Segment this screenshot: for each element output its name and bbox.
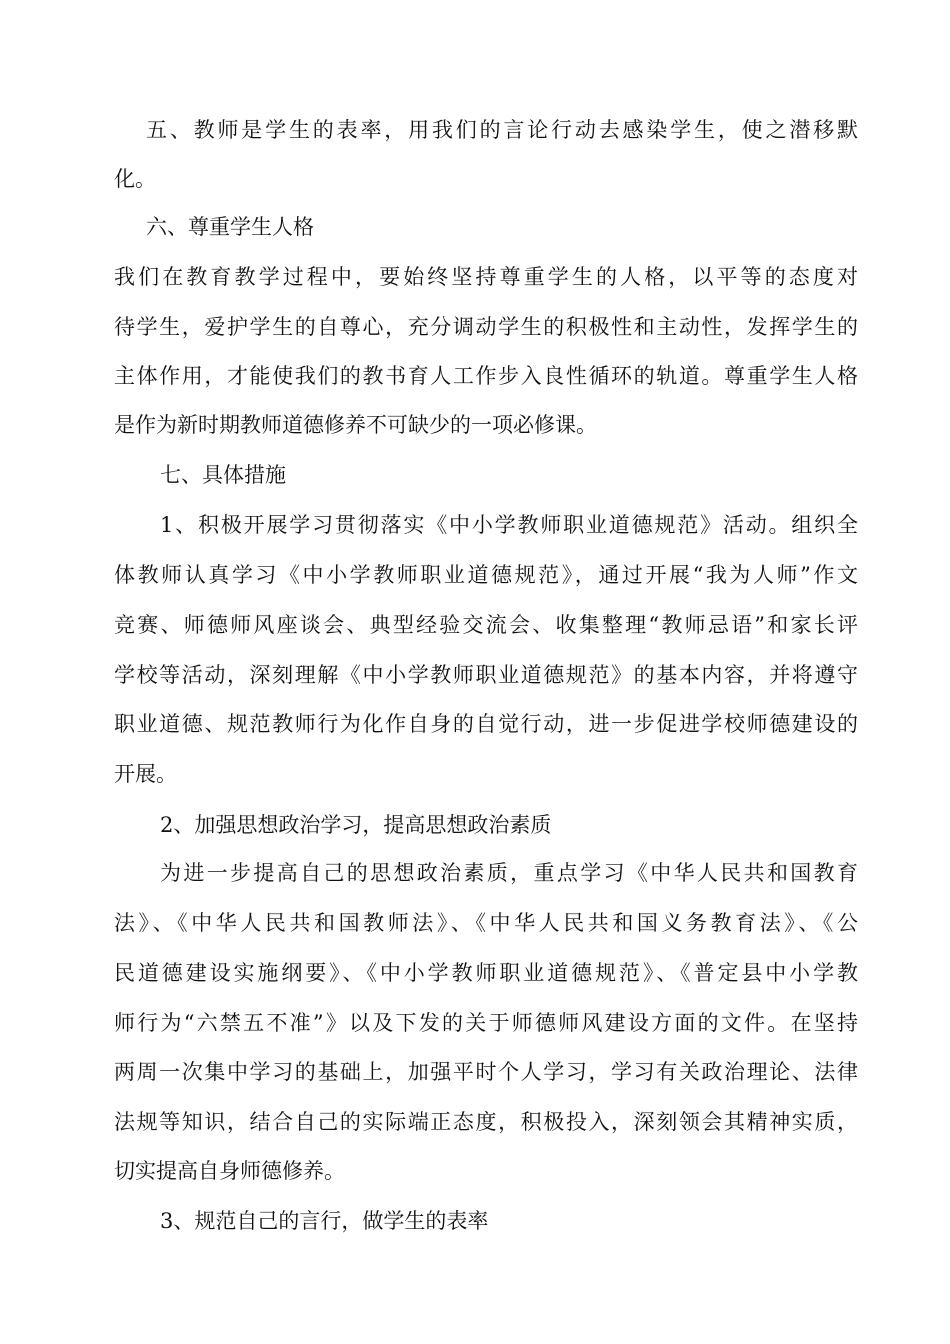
paragraph-5-line-2: 化。 <box>114 167 156 191</box>
measure-2-line-6: 法规等知识，结合自己的实际端正态度，积极投入，深刻领会其精神实质， <box>114 1110 858 1134</box>
measure-1-line-4: 学校等活动，深刻理解《中小学教师职业道德规范》的基本内容，并将遵守 <box>114 663 858 687</box>
measure-2-line-2: 法》、《中华人民共和国教师法》、《中华人民共和国义务教育法》、《公 <box>114 911 858 935</box>
paragraph-6-line-1: 我们在教育教学过程中，要始终坚持尊重学生的人格，以平等的态度对 <box>114 265 858 289</box>
section-heading-7: 七、具体措施 <box>160 463 286 487</box>
measure-1-line-5: 职业道德、规范教师行为化作自身的自觉行动，进一步促进学校师德建设的 <box>114 712 858 736</box>
measure-2-line-1: 为进一步提高自己的思想政治素质，重点学习《中华人民共和国教育 <box>160 861 858 885</box>
measure-1-line-1: 1、积极开展学习贯彻落实《中小学教师职业道德规范》活动。组织全 <box>160 513 858 537</box>
measure-1-line-3: 竞赛、师德师风座谈会、典型经验交流会、收集整理“教师忌语”和家长评 <box>114 613 858 637</box>
measure-2-line-3: 民道德建设实施纲要》、《中小学教师职业道德规范》、《普定县中小学教 <box>114 961 858 985</box>
measure-3-title: 3、规范自己的言行，做学生的表率 <box>160 1209 489 1233</box>
measure-2-line-7: 切实提高自身师德修养。 <box>114 1159 345 1183</box>
paragraph-6-line-3: 主体作用，才能使我们的教书育人工作步入良性循环的轨道。尊重学生人格 <box>114 364 858 388</box>
measure-2-line-5: 两周一次集中学习的基础上，加强平时个人学习，学习有关政治理论、法律 <box>114 1060 858 1084</box>
paragraph-6-line-2: 待学生，爱护学生的自尊心，充分调动学生的积极性和主动性，发挥学生的 <box>114 315 858 339</box>
measure-2-line-4: 师行为“六禁五不准”》以及下发的关于师德师风建设方面的文件。在坚持 <box>114 1011 858 1035</box>
paragraph-5-line-1: 五、教师是学生的表率，用我们的言论行动去感染学生，使之潜移默 <box>146 118 858 142</box>
measure-1-line-6: 开展。 <box>114 762 177 786</box>
measure-1-line-2: 体教师认真学习《中小学教师职业道德规范》，通过开展“我为人师”作文 <box>114 563 858 587</box>
section-heading-6: 六、尊重学生人格 <box>146 215 314 239</box>
measure-2-title: 2、加强思想政治学习，提高思想政治素质 <box>160 813 552 837</box>
paragraph-6-line-4: 是作为新时期教师道德修养不可缺少的一项必修课。 <box>114 413 597 437</box>
